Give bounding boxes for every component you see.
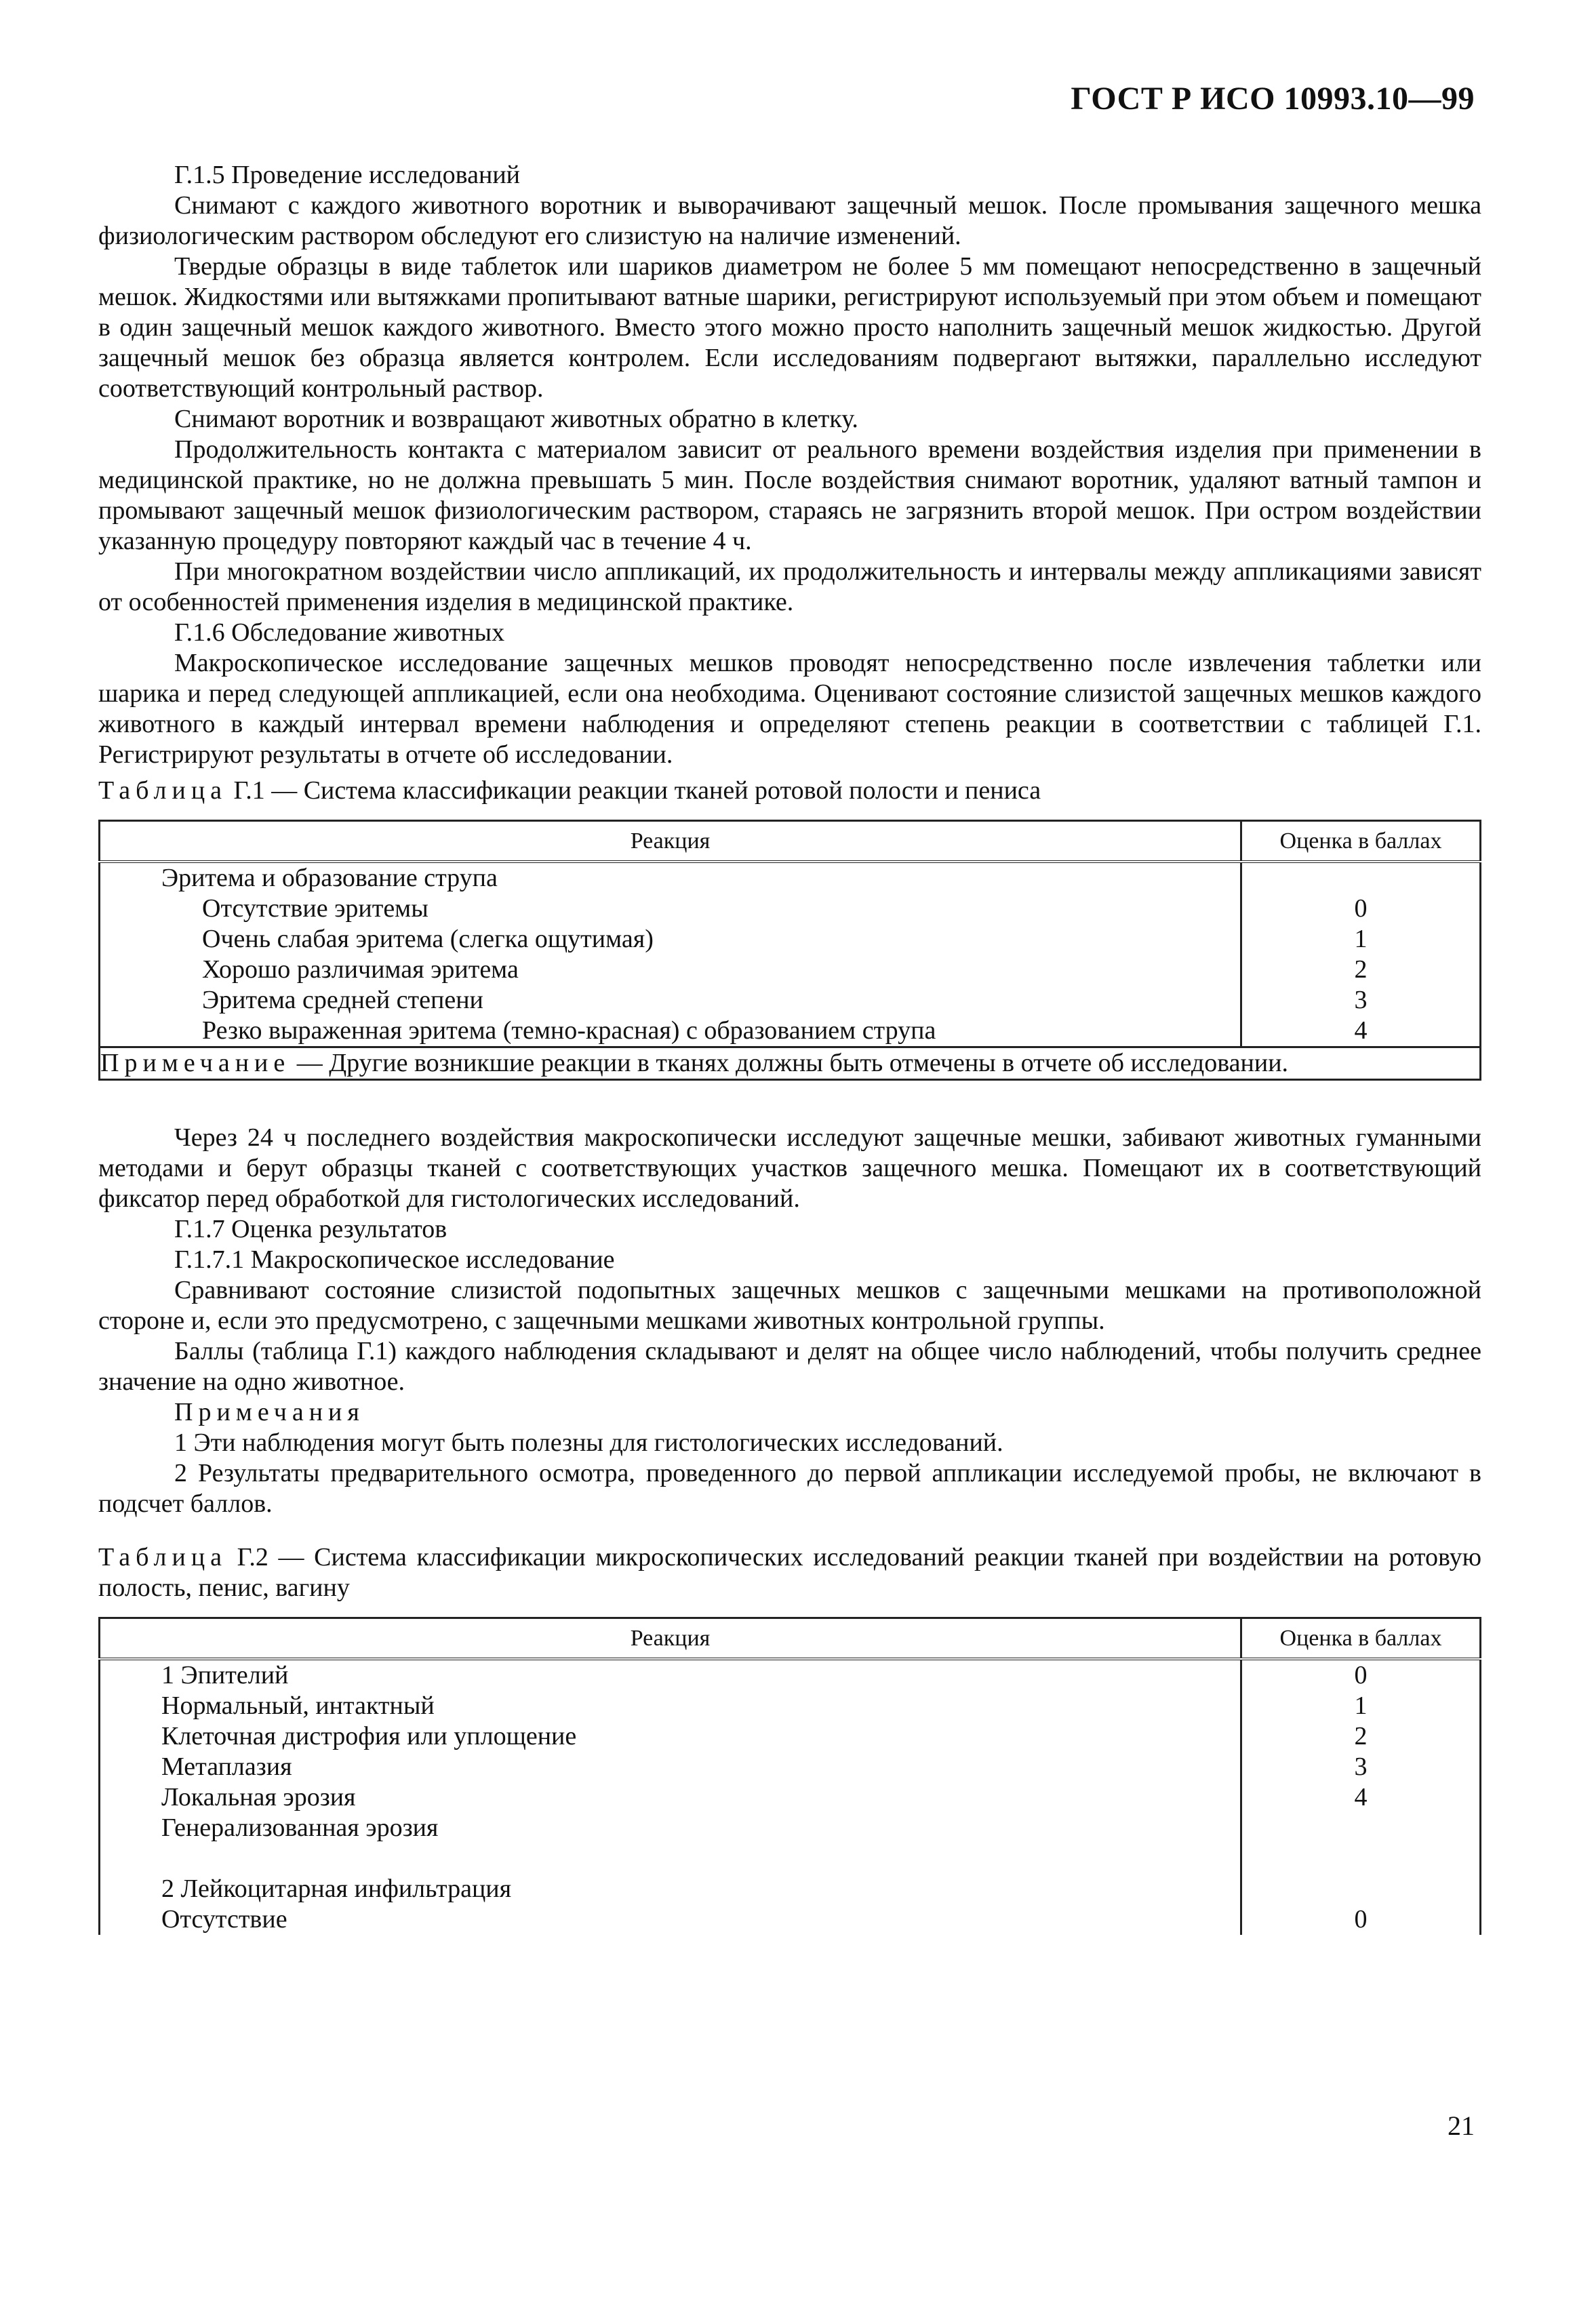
section-heading-g15: Г.1.5 Проведение исследований bbox=[174, 161, 520, 189]
note-item: 1 Эти наблюдения могут быть полезны для гистологических исследований. bbox=[174, 1428, 1003, 1457]
section-heading-g171: Г.1.7.1 Макроскопическое исследование bbox=[174, 1245, 615, 1274]
table1-caption-label: Таблица bbox=[98, 776, 228, 805]
table1-score-cell bbox=[1241, 862, 1481, 1047]
table-row-score: 4 bbox=[1354, 1016, 1368, 1045]
table-row-score: 0 bbox=[1354, 1905, 1368, 1934]
table-row-score: 1 bbox=[1354, 925, 1368, 953]
table1-caption bbox=[98, 776, 1481, 806]
table-row-label: Метаплазия bbox=[161, 1752, 292, 1781]
page-content bbox=[98, 160, 1481, 1935]
paragraph: Снимают с каждого животного воротник и выворачивают защечный мешок. После промывания защечного мешка физиологическим раствором обследуют его слизистую на наличие изменений. bbox=[98, 191, 1481, 250]
table-row-score: 4 bbox=[1354, 1783, 1368, 1811]
table2-caption-label: Таблица bbox=[98, 1543, 228, 1571]
table-row-score: 3 bbox=[1354, 986, 1368, 1014]
paragraph: При многократном воздействии число аппликаций, их продолжительность и интервалы между аппликациями зависят от особенностей применения изделия в медицинской практике. bbox=[98, 557, 1481, 616]
table2-caption bbox=[98, 1542, 1481, 1603]
paragraph: Твердые образцы в виде таблеток или шариков диаметром не более 5 мм помещают непосредственно в защечный мешок. Жидкостями или вытяжками пропитывают ватные шарики, регистрируют используемый при этом объем и помещают в один защечный мешок каждого животного. Вместо этого можно просто наполнить защечный мешок жидкостью. Другой защечный мешок без образца является контролем. Если исследованиям подвергают вытяжки, параллельно исследуют соответствующий контрольный раствор. bbox=[98, 252, 1481, 403]
paragraph: Баллы (таблица Г.1) каждого наблюдения складывают и делят на общее число наблюдений, чтобы получить среднее значение на одно животное. bbox=[98, 1337, 1481, 1396]
paragraph: Снимают воротник и возвращают животных обратно в клетку. bbox=[174, 405, 858, 433]
table-row-label: Очень слабая эритема (слегка ощутимая) bbox=[202, 925, 654, 953]
table-row-score: 3 bbox=[1354, 1752, 1368, 1781]
paragraph: Макроскопическое исследование защечных мешков проводят непосредственно после извлечения таблетки или шарика и перед следующей аппликацией, если она необходима. Оценивают состояние слизистой защечных мешков каждого животного в каждый интервал времени наблюдения и определяют степень реакции в соответствии с таблицей Г.1. Регистрируют результаты в отчете об исследовании. bbox=[98, 649, 1481, 769]
table2-caption-text: Г.2 — Система классификации микроскопических исследований реакции тканей при воздействии на ротовую полость, пенис, вагину bbox=[98, 1543, 1481, 1602]
table-row-score: 2 bbox=[1354, 955, 1368, 984]
section-heading-g16: Г.1.6 Обследование животных bbox=[174, 618, 505, 647]
table1-group-label: Эритема и образование струпа bbox=[161, 864, 498, 892]
table2-group1-label: 1 Эпителий bbox=[161, 1661, 289, 1689]
table-row-label: Отсутствие bbox=[161, 1905, 287, 1934]
table-row-score: 0 bbox=[1354, 1661, 1368, 1689]
table-row-label: Отсутствие эритемы bbox=[202, 894, 428, 923]
table2-col-reaction: Реакция bbox=[100, 1618, 1241, 1660]
page-number: 21 bbox=[1448, 2110, 1475, 2141]
paragraph: Через 24 ч последнего воздействия макроскопически исследуют защечные мешки, забивают животных гуманными методами и берут образцы тканей с соответствующих участков защечного мешка. Помещают их в соответствующий фиксатор перед обработкой для гистологических исследований. bbox=[98, 1123, 1481, 1213]
table1-note-label: Примечание bbox=[100, 1049, 291, 1077]
standard-header: ГОСТ Р ИСО 10993.10—99 bbox=[1071, 81, 1475, 117]
paragraph: Продолжительность контакта с материалом зависит от реального времени воздействия изделия при применении в медицинской практике, но не должна превышать 5 мин. После воздействия снимают воротник, удаляют ватный тампон и промывают защечный мешок физиологическим раствором, стараясь не загрязнить второй мешок. При остром воздействии указанную процедуру повторяют каждый час в течение 4 ч. bbox=[98, 435, 1481, 555]
table-g2 bbox=[98, 1617, 1481, 1935]
table-g1 bbox=[98, 820, 1481, 1081]
table1-reaction-cell bbox=[100, 862, 1241, 1047]
table1-col-score: Оценка в баллах bbox=[1241, 821, 1481, 862]
table1-caption-text: Г.1 — Система классификации реакции тканей ротовой полости и пениса bbox=[227, 776, 1041, 805]
table-row-score: 0 bbox=[1354, 894, 1368, 923]
table2-group2-label: 2 Лейкоцитарная инфильтрация bbox=[161, 1875, 512, 1903]
table2-reaction-cell bbox=[100, 1659, 1241, 1935]
table-row-score: 1 bbox=[1354, 1691, 1368, 1720]
table-row-label: Генерализованная эрозия bbox=[161, 1814, 439, 1842]
table-row-label: Резко выраженная эритема (темно-красная) с образованием струпа bbox=[202, 1016, 936, 1045]
table1-col-reaction: Реакция bbox=[100, 821, 1241, 862]
table-row-label: Нормальный, интактный bbox=[161, 1691, 435, 1720]
section-heading-g17: Г.1.7 Оценка результатов bbox=[174, 1215, 447, 1243]
table-row-label: Локальная эрозия bbox=[161, 1783, 356, 1811]
paragraph: Сравнивают состояние слизистой подопытных защечных мешков с защечными мешками на противоположной стороне и, если это предусмотрено, с защечными мешками животных контрольной группы. bbox=[98, 1276, 1481, 1335]
table2-score-cell bbox=[1241, 1659, 1481, 1935]
table1-note-text: — Другие возникшие реакции в тканях должны быть отмечены в отчете об исследовании. bbox=[290, 1049, 1289, 1077]
table-row-label: Хорошо различимая эритема bbox=[202, 955, 519, 984]
notes-heading: Примечания bbox=[174, 1398, 365, 1426]
table-row-score: 2 bbox=[1354, 1722, 1368, 1750]
table2-col-score: Оценка в баллах bbox=[1241, 1618, 1481, 1660]
table-row-label: Эритема средней степени bbox=[202, 986, 483, 1014]
table-row-label: Клеточная дистрофия или уплощение bbox=[161, 1722, 577, 1750]
table1-note bbox=[100, 1047, 1481, 1080]
note-item: 2 Результаты предварительного осмотра, проведенного до первой аппликации исследуемой пробы, не включают в подсчет баллов. bbox=[98, 1459, 1481, 1518]
